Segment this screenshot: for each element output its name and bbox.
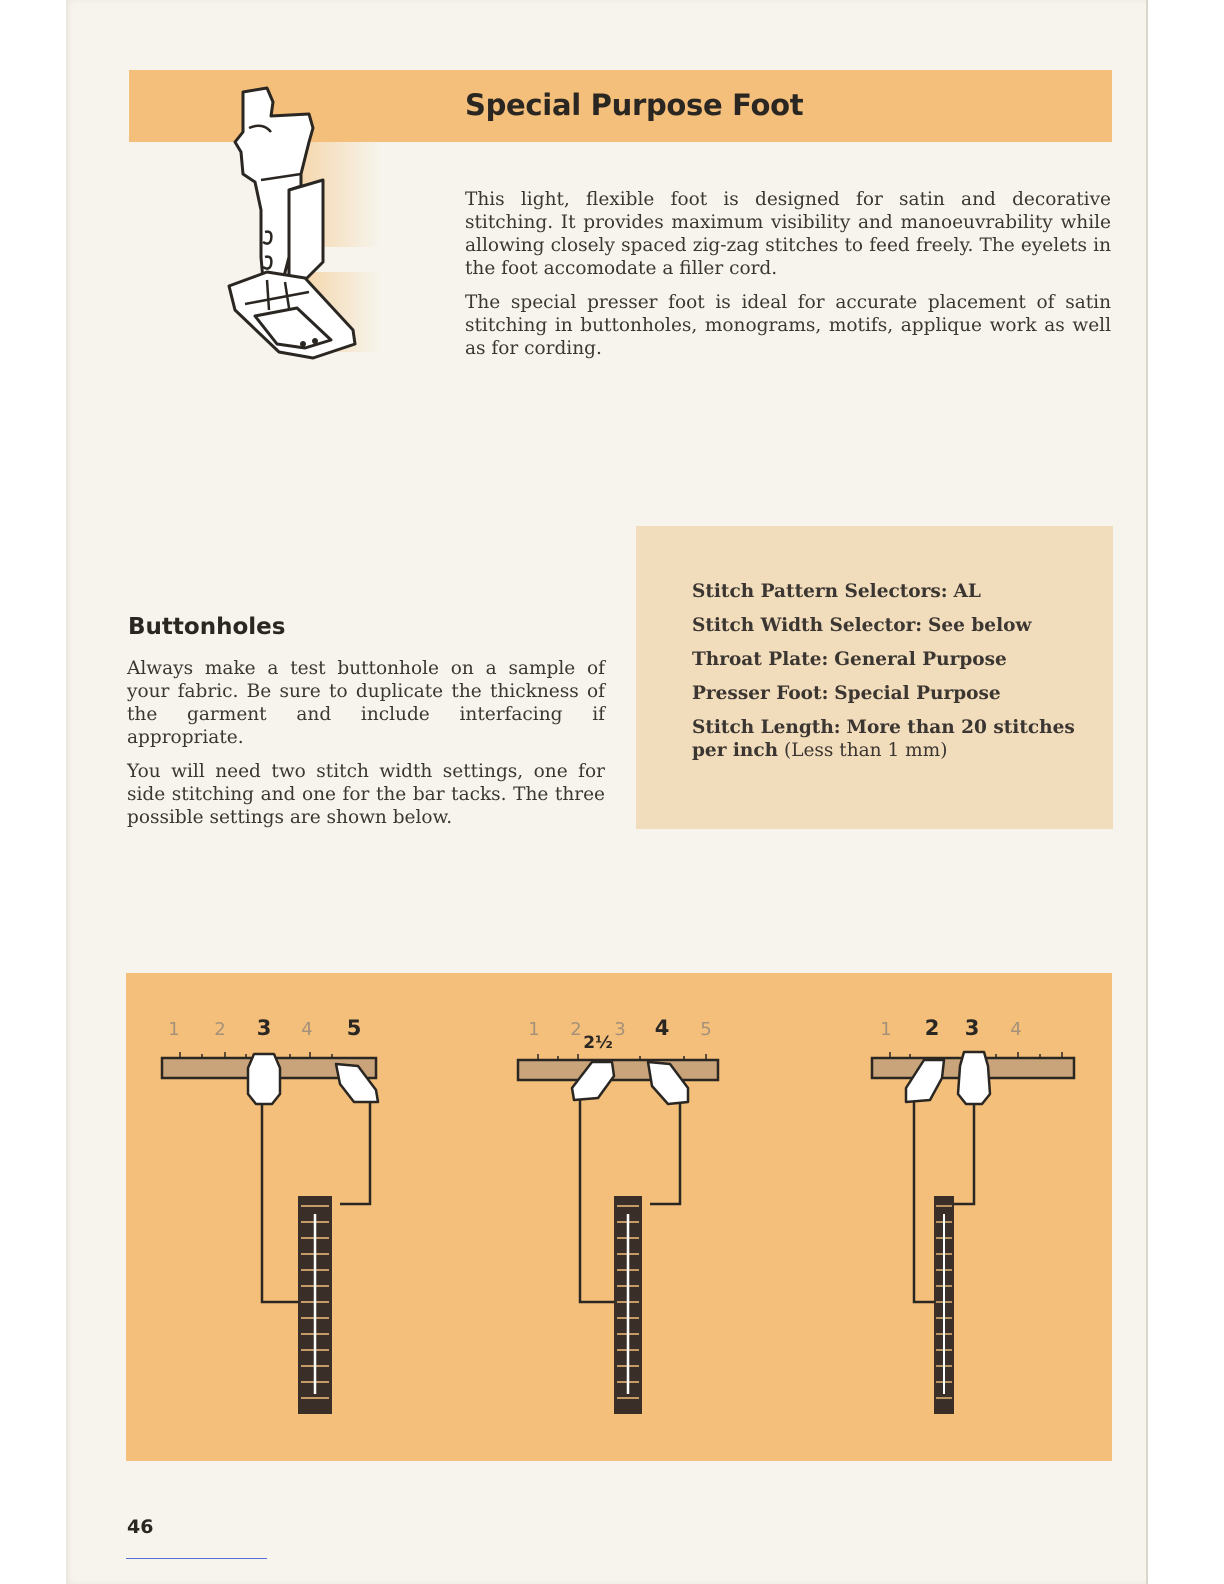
setting-stitch-width bbox=[692, 614, 1092, 637]
buttonholes-text bbox=[127, 657, 605, 840]
footer-rule bbox=[126, 1558, 267, 1559]
scale-number: 1 bbox=[168, 1019, 180, 1040]
bar-tack-setting: 4 bbox=[654, 1016, 670, 1040]
section-title-buttonholes: Buttonholes bbox=[128, 614, 286, 640]
presser-foot-icon bbox=[205, 82, 385, 372]
intro-paragraph: The special presser foot is ideal for accurate placement of satin stitching in buttonholes, monograms, motifs, applique work as well as for cording. bbox=[465, 292, 1111, 359]
scale-number: 3 bbox=[614, 1019, 626, 1040]
scale-number: 2 bbox=[570, 1019, 582, 1040]
setting-label: Stitch Pattern Selectors: bbox=[692, 581, 948, 602]
setting-label: Stitch Length: bbox=[692, 717, 841, 738]
setting-stitch-pattern bbox=[692, 580, 1092, 603]
scale-number: 1 bbox=[528, 1019, 540, 1040]
setting-label: Stitch Width Selector: bbox=[692, 615, 923, 636]
setting-value: See below bbox=[928, 615, 1032, 636]
setting-value: General Purpose bbox=[834, 649, 1007, 670]
page-number: 46 bbox=[127, 1516, 154, 1538]
setting-presser-foot bbox=[692, 682, 1092, 705]
buttonholes-paragraph: You will need two stitch width settings, one for side stitching and one for the bar tacks. The three possible settings are shown below. bbox=[127, 761, 605, 828]
scale-number: 5 bbox=[700, 1019, 712, 1040]
bar-tack-setting: 5 bbox=[346, 1016, 362, 1040]
stitch-width-diagram-1 bbox=[150, 1008, 400, 1423]
stitch-width-diagram-2 bbox=[508, 1008, 758, 1423]
scale-number: 1 bbox=[880, 1019, 892, 1040]
page-edge bbox=[1146, 0, 1148, 1584]
setting-value: Special Purpose bbox=[834, 683, 1001, 704]
setting-throat-plate bbox=[692, 648, 1092, 671]
side-stitch-setting: 2½ bbox=[583, 1033, 613, 1053]
buttonholes-paragraph: Always make a test buttonhole on a sample of your fabric. Be sure to duplicate the thickness of the garment and include interfacing if appropriate. bbox=[127, 658, 605, 748]
side-stitch-setting: 2 bbox=[924, 1016, 940, 1040]
intro-text bbox=[465, 188, 1111, 371]
setting-stitch-length bbox=[692, 716, 1092, 762]
scale-number: 4 bbox=[301, 1019, 313, 1040]
settings-list bbox=[692, 580, 1092, 773]
setting-value: More than 20 stitches per inch bbox=[692, 717, 1075, 761]
bar-tack-setting: 3 bbox=[964, 1016, 980, 1040]
scale-number: 2 bbox=[214, 1019, 226, 1040]
setting-label: Presser Foot: bbox=[692, 683, 829, 704]
page-title: Special Purpose Foot bbox=[465, 88, 804, 122]
stitch-width-diagram-3 bbox=[864, 1008, 1094, 1423]
setting-value: AL bbox=[953, 581, 981, 602]
scale-number: 4 bbox=[1010, 1019, 1022, 1040]
setting-note: (Less than 1 mm) bbox=[783, 740, 948, 761]
intro-paragraph: This light, flexible foot is designed for satin and decorative stitching. It provides maximum visibility and manoeuvrability while allowing closely spaced zig-zag stitches to feed freely. The eyelets in the foot accomodate a filler cord. bbox=[465, 189, 1111, 279]
side-stitch-setting: 3 bbox=[256, 1016, 272, 1040]
setting-label: Throat Plate: bbox=[692, 649, 829, 670]
